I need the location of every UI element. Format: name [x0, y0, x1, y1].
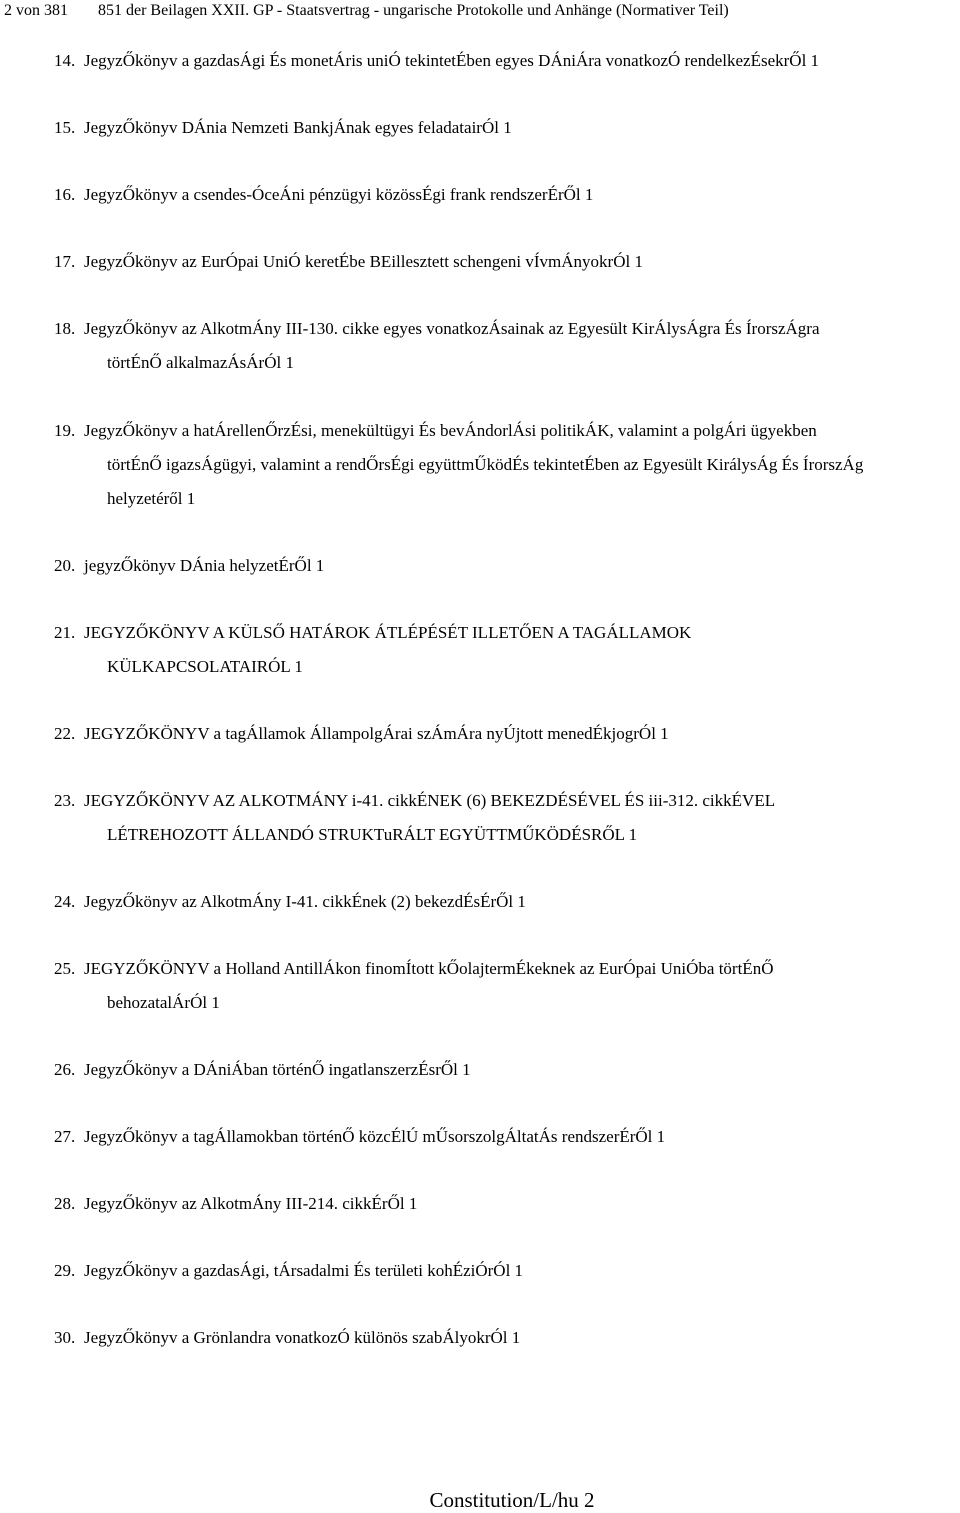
- toc-entry-15: [54, 111, 954, 145]
- document-title: 851 der Beilagen XXII. GP - Staatsvertrag - ungarische Protokolle und Anhänge (Normativer Teil): [98, 2, 729, 19]
- entry-number: 17.: [54, 252, 76, 271]
- toc-entry-24: [54, 885, 954, 919]
- entry-title-line: jegyzŐkönyv DÁnia helyzetÉrŐl 1: [84, 556, 325, 575]
- entry-title-line: törtÉnŐ igazsÁgügyi, valamint a rendŐrsÉgi együttmŰködÉs tekintetÉben az Egyesült KirálysÁg És ÍrorszÁg: [107, 455, 864, 474]
- entry-title-line: JegyzŐkönyv a csendes-ÓceÁni pénzügyi közössÉgi frank rendszerÉrŐl 1: [84, 185, 594, 204]
- toc-entry-29: [54, 1254, 954, 1288]
- toc-entry-17: [54, 245, 954, 279]
- page-footer: Constitution/L/hu 2: [429, 1488, 595, 1512]
- entry-number: 14.: [54, 51, 76, 70]
- toc-entry-28: [54, 1187, 954, 1221]
- toc-entry-14: [54, 44, 954, 78]
- entry-number: 20.: [54, 556, 76, 575]
- entry-number: 23.: [54, 791, 76, 810]
- entry-title-line: KÜLKAPCSOLATAIRÓL 1: [107, 657, 303, 676]
- toc-entry-23: [54, 784, 954, 852]
- toc-entry-30: [54, 1321, 954, 1355]
- entry-number: 30.: [54, 1328, 76, 1347]
- entry-title-line: JegyzŐkönyv a hatÁrellenŐrzÉsi, menekültügyi És bevÁndorlÁsi politikÁK, valamint a polgÁri ügyekben: [84, 421, 817, 440]
- entry-title-line: LÉTREHOZOTT ÁLLANDÓ STRUKTuRÁLT EGYÜTTMŰKÖDÉSRŐL 1: [107, 825, 638, 844]
- entry-title-line: JEGYZŐKÖNYV a tagÁllamok ÁllampolgÁrai szÁmÁra nyÚjtott menedÉkjogrÓl 1: [84, 724, 669, 743]
- toc-entry-27: [54, 1120, 954, 1154]
- entry-number: 27.: [54, 1127, 76, 1146]
- entry-title-line: JegyzŐkönyv DÁnia Nemzeti BankjÁnak egyes feladatairÓl 1: [84, 118, 512, 137]
- entry-number: 24.: [54, 892, 76, 911]
- entry-title-line: JegyzŐkönyv a Grönlandra vonatkozÓ különös szabÁlyokrÓl 1: [84, 1328, 521, 1347]
- entry-title-line: behozatalÁrÓl 1: [107, 993, 220, 1012]
- entry-number: 26.: [54, 1060, 76, 1079]
- entry-number: 21.: [54, 623, 76, 642]
- toc-entry-25: [54, 952, 954, 1020]
- toc-entry-21: [54, 616, 954, 684]
- entry-number: 28.: [54, 1194, 76, 1213]
- entry-number: 19.: [54, 421, 76, 440]
- entry-number: 15.: [54, 118, 76, 137]
- entry-title-line: JegyzŐkönyv az AlkotmÁny I-41. cikkÉnek (2) bekezdÉsÉrŐl 1: [84, 892, 526, 911]
- entry-title-line: JEGYZŐKÖNYV AZ ALKOTMÁNY i-41. cikkÉNEK (6) BEKEZDÉSÉVEL ÉS iii-312. cikkÉVEL: [84, 791, 776, 810]
- toc-entry-16: [54, 178, 954, 212]
- entry-title-line: JegyzŐkönyv a DÁniÁban történŐ ingatlanszerzÉsrŐl 1: [84, 1060, 471, 1079]
- entry-title-line: JEGYZŐKÖNYV a Holland AntillÁkon finomÍtott kŐolajtermÉkeknek az EurÓpai UniÓba törtÉnŐ: [84, 959, 774, 978]
- page-header: [4, 0, 729, 22]
- entry-number: 29.: [54, 1261, 76, 1280]
- toc-entry-19: [54, 414, 954, 516]
- entry-title-line: JegyzŐkönyv a gazdasÁgi, tÁrsadalmi És területi kohÉziÓrÓl 1: [84, 1261, 524, 1280]
- entry-title-line: JegyzŐkönyv az AlkotmÁny III-214. cikkÉrŐl 1: [84, 1194, 418, 1213]
- entry-title-line: JegyzŐkönyv a gazdasÁgi És monetÁris uniÓ tekintetÉben egyes DÁniÁra vonatkozÓ rendelkezÉsekrŐl 1: [84, 51, 820, 70]
- toc-entry-26: [54, 1053, 954, 1087]
- entry-number: 16.: [54, 185, 76, 204]
- toc-entry-20: [54, 549, 954, 583]
- entry-title-line: JegyzŐkönyv az EurÓpai UniÓ keretÉbe BEillesztett schengeni vÍvmÁnyokrÓl 1: [84, 252, 643, 271]
- entry-number: 25.: [54, 959, 76, 978]
- entry-number: 22.: [54, 724, 76, 743]
- toc-entry-18: [54, 312, 954, 380]
- entry-title-line: JegyzŐkönyv az AlkotmÁny III-130. cikke egyes vonatkozÁsainak az Egyesült KirÁlysÁgra És ÍrorszÁgra: [84, 319, 820, 338]
- entry-title-line: JegyzŐkönyv a tagÁllamokban történŐ közcÉlÚ mŰsorszolgÁltatÁs rendszerÉrŐl 1: [84, 1127, 666, 1146]
- toc-entry-22: [54, 717, 954, 751]
- entry-number: 18.: [54, 319, 76, 338]
- page-number: 2 von 381: [4, 2, 68, 19]
- entry-title-line: JEGYZŐKÖNYV A KÜLSŐ HATÁROK ÁTLÉPÉSÉT ILLETŐEN A TAGÁLLAMOK: [84, 623, 692, 642]
- entry-title-line: helyzetéről 1: [107, 489, 196, 508]
- entry-title-line: törtÉnŐ alkalmazÁsÁrÓl 1: [107, 353, 294, 372]
